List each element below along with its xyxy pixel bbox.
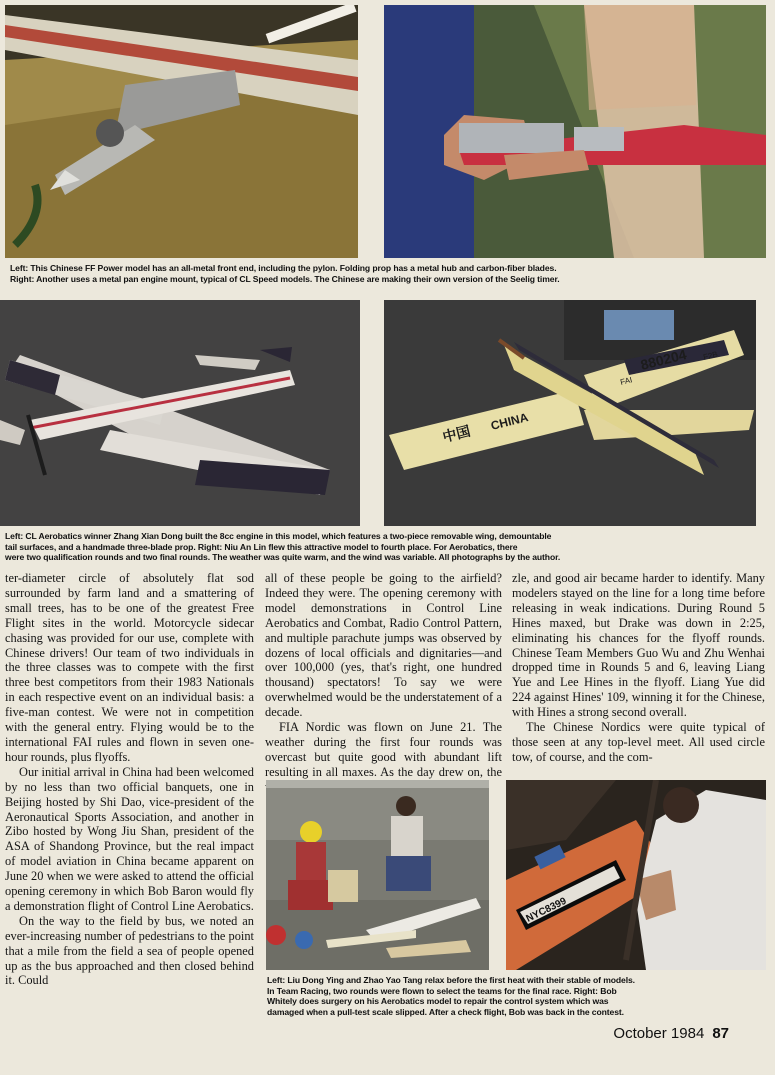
caption-middle-line: Left: CL Aerobatics winner Zhang Xian Dong built the 8cc engine in this model, which features a two-piece removable wing, demountable (5, 531, 552, 541)
paragraph: Our initial arrival in China had been welcomed by no less than two official banquets, one in Beijing hosted by Shi Dao, vice-president of the Aeronautical Sports Association, and another in Zibo hosted by Wong Jiu Shan, president of the ASA of Shandong Province, but the real impact of model aviation in China became apparent on June 20 when we were asked to attend the official opening ceremony in which Bob Baron would fly a demonstration flight of Control Line Aerobatics. (5, 764, 254, 913)
photo-ff-power-model (5, 5, 358, 258)
paragraph: ter-diameter circle of absolutely flat sod surrounded by farm land and a smattering of small trees, has to be one of the greatest Free Flight sites in the world. Motorcycle sidecar chasing was provided for our use, complete with Chinese drivers! Our team of two individuals in the three classes was to compete with the first three best competitors from their 1983 Nationals in each respective event on an individual basis: a five-man contest. We were not in competition with the general entry. Flying would be to the international FAI rules and flown in seven one-hour rounds, plus flyoffs. (5, 571, 254, 764)
photo-motor-label: NYC8399 (524, 895, 569, 925)
caption-top-line: Left: This Chinese FF Power model has an all-metal front end, including the pylon. Folding prop has a metal hub and carbon-fiber blades. (10, 263, 557, 273)
caption-bottom-line: Whitely does surgery on his Aerobatics model to repair the control system which was (267, 996, 609, 1007)
caption-top (10, 263, 770, 284)
caption-bottom (267, 975, 767, 1017)
page-number: 87 (712, 1025, 729, 1042)
photo-reg-number: 880204 (638, 346, 689, 373)
caption-middle-line: were two qualification rounds and two final rounds. The weather was quite warm, and the wind was variable. All photographs by the author. (5, 552, 561, 563)
photo-fai-mark: FAI (619, 375, 634, 387)
photo-bob-whitely-repair (506, 780, 766, 970)
paragraph: FIA Nordic was flown on June 21. The weather during the first four rounds was overcast but quite good with abundant lift resulting in all maxes. As the day drew on, the (265, 720, 502, 779)
article-column-1 (5, 571, 254, 988)
photo-niu-an-lin-model (384, 300, 756, 526)
caption-bottom-line: In Team Racing, two rounds were flown to select the teams for the final race. Right: Bob (267, 985, 617, 996)
issue-date: October 1984 (613, 1025, 705, 1042)
photo-china-text: CHINA (489, 410, 530, 433)
article-column-2 (265, 571, 502, 795)
paragraph: all of these people be going to the airfield? Indeed they were. The opening ceremony with model demonstrations in Control Line Aerobatics and Combat, Radio Control Pattern, and multiple parachute jumps was observed by dozens of local officials and dignitaries—and over 100,000 (yes, that's right, one hundred thousand) spectators! To say we were overwhelmed would be the understatement of a decade. (265, 571, 502, 720)
paragraph: zle, and good air became harder to identify. Many modelers stayed on the line for a long time before releasing in weak indications. During Round 5 Hines maxed, but Drake was down in 2:25, eliminating his chances for the flyoff rounds. Chinese Team Members Guo Wu and Zhu Wenhai dropped time in Rounds 5 and 6, leaving Liang Yue and Lee Hines in the flyoff. Liang Yue did 224 against Hines' 109, winning it for the Chinese, with Hines a strong second overall. (512, 571, 765, 720)
caption-middle-line: tail surfaces, and a handmade three-blade prop. Right: Niu An Lin flew this attractive model to fourth place. For Aerobatics, there (5, 541, 518, 552)
photo-team-racing-pilots (266, 780, 489, 970)
photo-cl-speed-mount (384, 5, 766, 258)
caption-bottom-line: damaged when a pull-test scale slipped. After a check flight, Bob was back in the contest. (267, 1006, 624, 1017)
photo-f2b-mark: F2B (702, 349, 719, 362)
page-footer (613, 1025, 729, 1042)
caption-top-line: Right: Another uses a metal pan engine mount, typical of CL Speed models. The Chinese are making their own version of the Seelig timer. (10, 273, 560, 284)
caption-bottom-line: Left: Liu Dong Ying and Zhao Yao Tang relax before the first heat with their stable of models. (267, 975, 635, 985)
photo-aerobatics-winner (0, 300, 360, 526)
paragraph: The Chinese Nordics were quite typical of those seen at any top-level meet. All used circle tow, of course, and the com- (512, 720, 765, 764)
article-column-3 (512, 571, 765, 765)
paragraph: On the way to the field by bus, we noted an ever-increasing number of pedestrians to the point that a mile from the field a sea of people opened up as the bus approached and then closed behind it. Could (5, 913, 254, 988)
caption-middle (5, 531, 769, 563)
photo-china-chars: 中国 (441, 423, 473, 446)
